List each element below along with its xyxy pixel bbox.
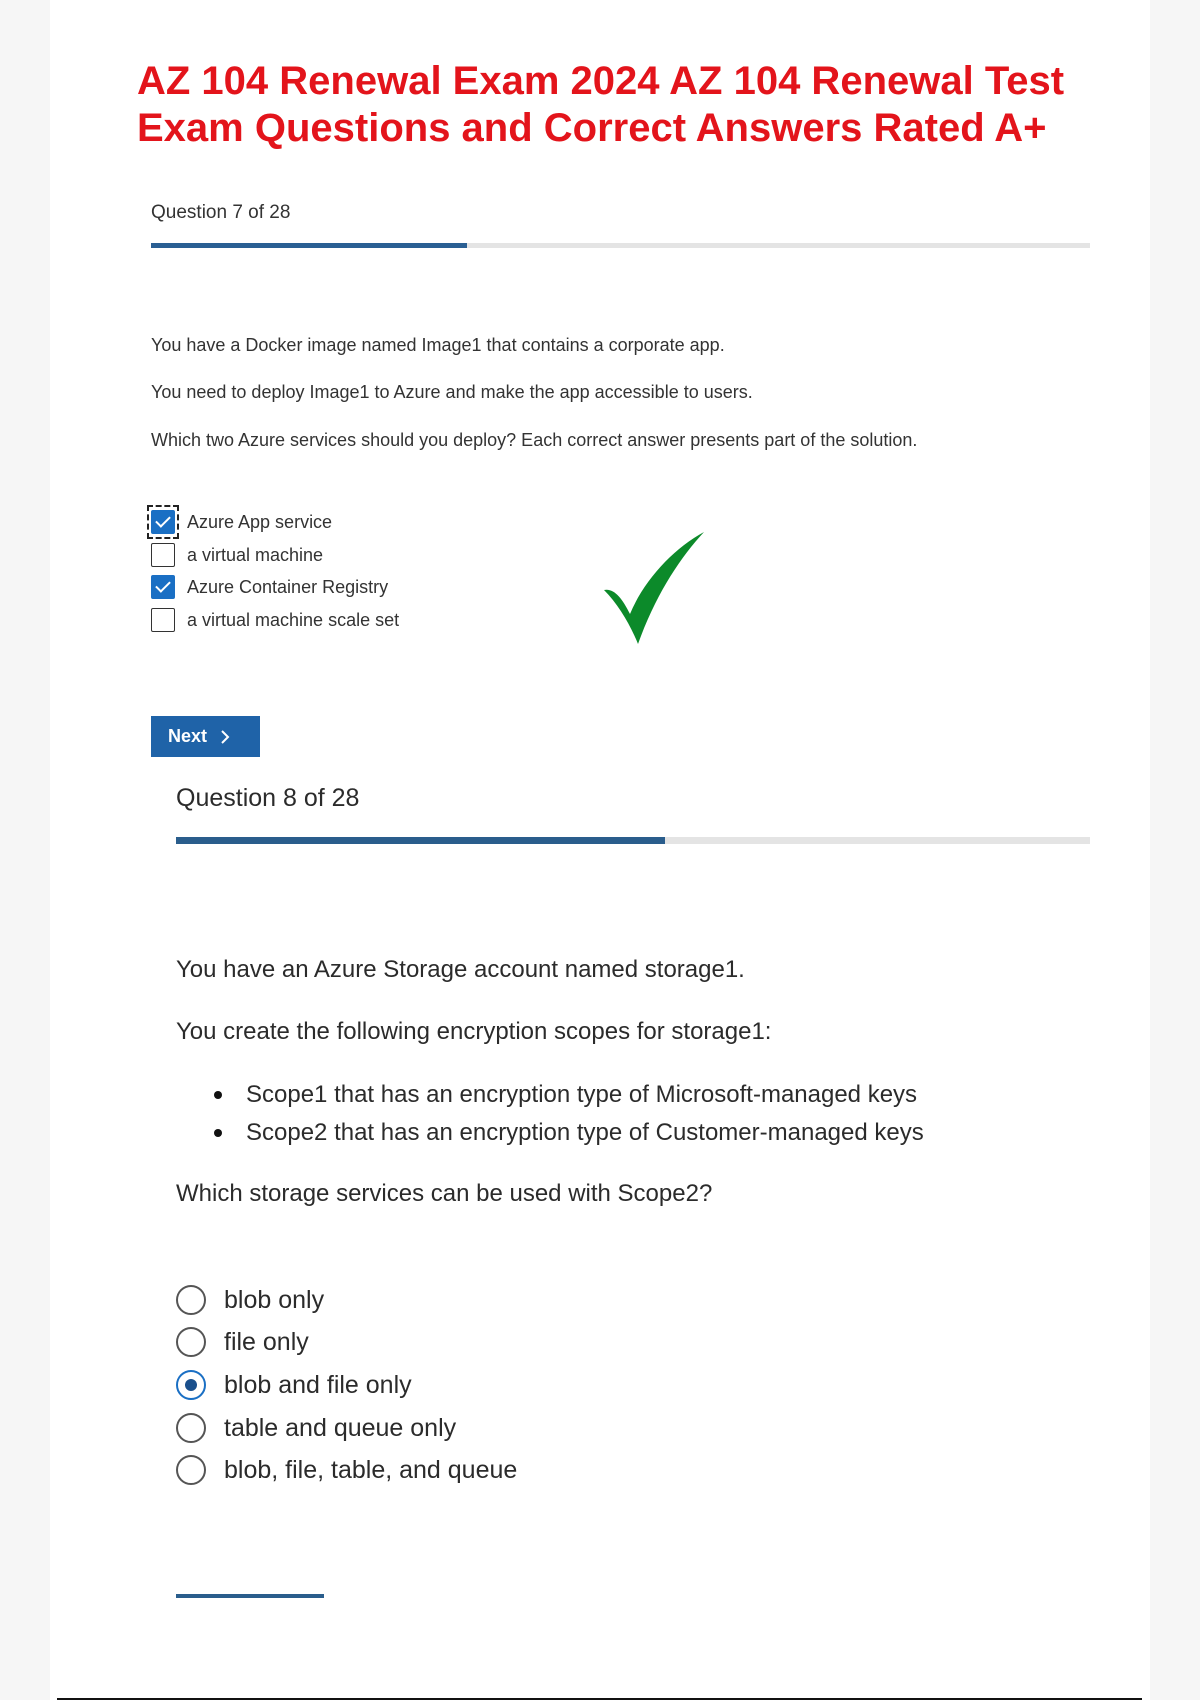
radio-button[interactable] — [176, 1455, 206, 1485]
checkbox-unchecked[interactable] — [151, 543, 175, 567]
question-8-paragraph: You create the following encryption scopes for storage1: — [176, 1018, 772, 1045]
option-label: Azure Container Registry — [187, 576, 389, 597]
question-7-paragraph: You need to deploy Image1 to Azure and make the app accessible to users. — [151, 382, 753, 402]
checkbox-unchecked[interactable] — [151, 608, 175, 632]
option-virtual-machine-scale-set[interactable] — [151, 607, 399, 633]
question-7-header: Question 7 of 28 — [151, 202, 291, 223]
question-8-progress-bar — [176, 837, 1090, 844]
question-8-paragraph: You have an Azure Storage account named storage1. — [176, 956, 745, 983]
question-8-prompt: Which storage services can be used with Scope2? — [176, 1180, 713, 1207]
option-blob-file-table-queue[interactable] — [176, 1455, 517, 1485]
radio-button[interactable] — [176, 1413, 206, 1443]
option-blob-and-file-only[interactable] — [176, 1370, 412, 1400]
radio-button[interactable] — [176, 1327, 206, 1357]
option-azure-app-service[interactable] — [151, 509, 332, 535]
question-7-paragraph: You have a Docker image named Image1 that contains a corporate app. — [151, 335, 725, 355]
option-label: blob only — [224, 1285, 325, 1314]
option-label: a virtual machine scale set — [187, 609, 400, 630]
question-7-progress-bar — [151, 243, 1090, 248]
question-7-prompt: Which two Azure services should you deploy? Each correct answer presents part of the solution. — [151, 430, 918, 450]
option-label: blob and file only — [224, 1370, 412, 1399]
question-7-progress-fill — [151, 243, 467, 248]
encryption-scope-list — [210, 1076, 924, 1152]
page-margin-right — [1150, 0, 1200, 1700]
option-blob-only[interactable] — [176, 1285, 324, 1315]
chevron-right-icon — [219, 729, 231, 745]
option-label: table and queue only — [224, 1413, 457, 1442]
option-azure-container-registry[interactable] — [151, 574, 388, 600]
list-item — [210, 1114, 924, 1152]
option-label: Azure App service — [187, 511, 333, 532]
list-item — [210, 1076, 924, 1114]
question-8-progress-fill — [176, 837, 665, 844]
option-label: blob, file, table, and queue — [224, 1455, 518, 1484]
checkbox-checked[interactable] — [151, 510, 175, 534]
next-button-edge — [176, 1594, 324, 1598]
option-label: a virtual machine — [187, 544, 324, 565]
radio-button-selected[interactable] — [176, 1370, 206, 1400]
option-file-only[interactable] — [176, 1327, 309, 1357]
document-title: AZ 104 Renewal Exam 2024 AZ 104 Renewal Test Exam Questions and Correct Answers Rated A+ — [137, 59, 1065, 150]
page-margin-left — [0, 0, 50, 1700]
checkbox-checked[interactable] — [151, 575, 175, 599]
list-item-text: Scope1 that has an encryption type of Microsoft-managed keys — [246, 1081, 918, 1108]
next-button[interactable] — [151, 716, 260, 757]
next-button-label: Next — [168, 726, 208, 746]
radio-button[interactable] — [176, 1285, 206, 1315]
focus-outline — [147, 505, 179, 539]
option-label: file only — [224, 1327, 309, 1356]
bullet-icon — [214, 1091, 222, 1099]
option-table-and-queue-only[interactable] — [176, 1413, 456, 1443]
option-virtual-machine[interactable] — [151, 542, 323, 568]
question-8-header: Question 8 of 28 — [176, 784, 360, 812]
list-item-text: Scope2 that has an encryption type of Customer-managed keys — [246, 1119, 924, 1146]
bullet-icon — [214, 1129, 222, 1137]
green-checkmark-icon — [596, 528, 716, 648]
